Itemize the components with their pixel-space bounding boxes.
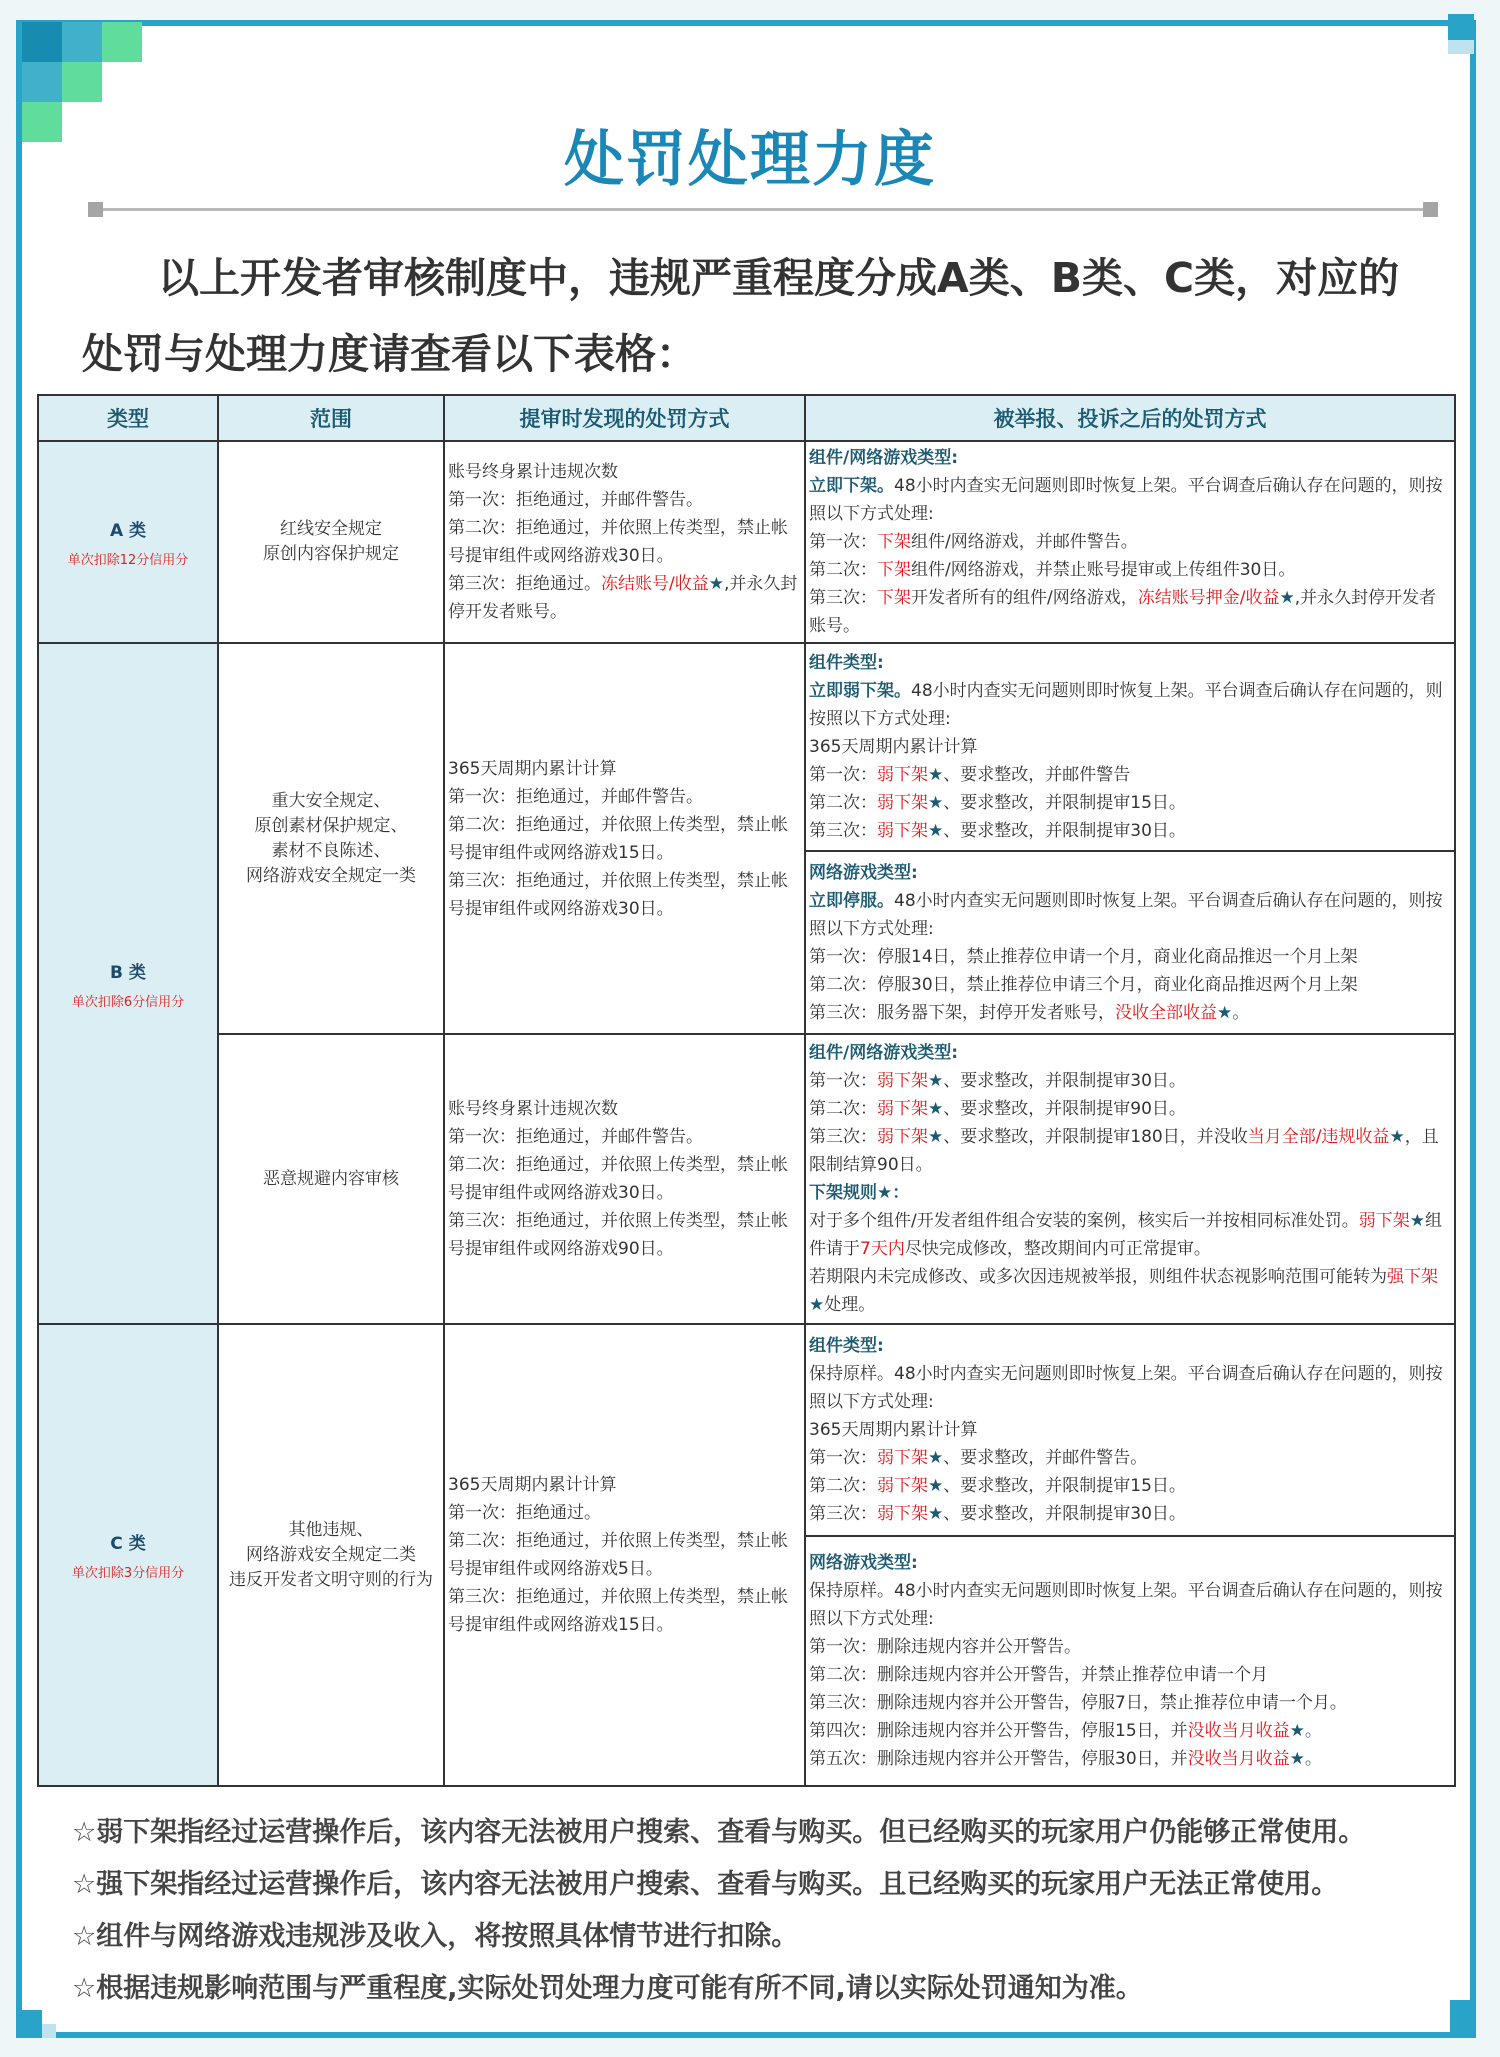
found-penalty-cell: 365天周期内累计计算 第一次：拒绝通过。 第二次：拒绝通过，并依照上传类型，禁止帐号提审组件或网络游戏5日。 第三次：拒绝通过，并依照上传类型，禁止帐号提审组件或网络游戏15日。 — [444, 1324, 805, 1786]
type-cell-c: C 类 单次扣除3分信用分 — [38, 1324, 218, 1786]
report-penalty-cell: 组件/网络游戏类型: 第一次：弱下架★、要求整改，并限制提审30日。 第二次：弱下架★、要求整改，并限制提审90日。 第三次：弱下架★、要求整改，并限制提审180日，并没收当月全部/违规收益★，且限制结算90日。 下架规则★： 对于多个组件/开发者组件组合安装的案例，核实后一并按相同标准处罚。弱下架★组件请于7天内尽快完成修改，整改期间内可正常提审。 若期限内未完成修改、或多次因违规被举报，则组件状态视影响范围可能转为强下架★处理。 — [805, 1034, 1455, 1324]
footnote: ☆强下架指经过运营操作后，该内容无法被用户搜索、查看与购买。且已经购买的玩家用户无法正常使用。 — [72, 1869, 1339, 1900]
report-penalty-cell: 网络游戏类型: 保持原样。48小时内查实无问题则即时恢复上架。平台调查后确认存在问题的，则按照以下方式处理: 第一次：删除违规内容并公开警告。 第二次：删除违规内容并公开警告，并禁止推荐位申请一个月 第三次：删除违规内容并公开警告，停服7日，禁止推荐位申请一个月。 第四次：删除违规内容并公开警告，停服15日，并没收当月收益★。 第五次：删除违规内容并公开警告，停服30日，并没收当月收益★。 — [805, 1536, 1455, 1786]
report-penalty-cell: 组件类型: 立即弱下架。48小时内查实无问题则即时恢复上架。平台调查后确认存在问题的，则按照以下方式处理: 365天周期内累计计算 第一次：弱下架★、要求整改，并邮件警告 第二次：弱下架★、要求整改，并限制提审15日。 第三次：弱下架★、要求整改，并限制提审30日。 — [805, 643, 1455, 851]
title-divider — [88, 208, 1438, 211]
report-penalty-cell: 组件类型: 保持原样。48小时内查实无问题则即时恢复上架。平台调查后确认存在问题的，则按照以下方式处理: 365天周期内累计计算 第一次：弱下架★、要求整改，并邮件警告。 第二次：弱下架★、要求整改，并限制提审15日。 第三次：弱下架★、要求整改，并限制提审30日。 — [805, 1324, 1455, 1536]
footnote: ☆根据违规影响范围与严重程度,实际处罚处理力度可能有所不同,请以实际处罚通知为准。 — [72, 1973, 1143, 2004]
table-row — [38, 1034, 1455, 1324]
scope-cell: 重大安全规定、 原创素材保护规定、 素材不良陈述、 网络游戏安全规定一类 — [218, 643, 444, 1034]
table-row — [38, 1324, 1455, 1536]
type-cell-a: A 类 单次扣除12分信用分 — [38, 441, 218, 643]
scope-cell: 恶意规避内容审核 — [218, 1034, 444, 1324]
table-header-row — [38, 395, 1455, 441]
intro-paragraph: 以上开发者审核制度中，违规严重程度分成A类、B类、C类，对应的处罚与处理力度请查看以下表格： — [82, 254, 1400, 378]
table-row — [38, 441, 1455, 643]
found-penalty-cell: 365天周期内累计计算 第一次：拒绝通过，并邮件警告。 第二次：拒绝通过，并依照上传类型，禁止帐号提审组件或网络游戏15日。 第三次：拒绝通过，并依照上传类型，禁止帐号提审组件或网络游戏30日。 — [444, 643, 805, 1034]
type-cell-b: B 类 单次扣除6分信用分 — [38, 643, 218, 1324]
page-title: 处罚处理力度 — [564, 125, 936, 195]
table-row — [38, 643, 1455, 851]
found-penalty-cell: 账号终身累计违规次数 第一次：拒绝通过，并邮件警告。 第二次：拒绝通过，并依照上传类型，禁止帐号提审组件或网络游戏30日。 第三次：拒绝通过。冻结账号/收益★,并永久封停开发者账号。 — [444, 441, 805, 643]
header-report-penalty: 被举报、投诉之后的处罚方式 — [805, 395, 1455, 441]
penalty-table — [37, 394, 1456, 1787]
header-found-penalty: 提审时发现的处罚方式 — [444, 395, 805, 441]
footnote: ☆弱下架指经过运营操作后，该内容无法被用户搜索、查看与购买。但已经购买的玩家用户仍能够正常使用。 — [72, 1817, 1366, 1848]
report-penalty-cell: 组件/网络游戏类型: 立即下架。48小时内查实无问题则即时恢复上架。平台调查后确认存在问题的，则按照以下方式处理: 第一次：下架组件/网络游戏，并邮件警告。 第二次：下架组件/网络游戏，并禁止账号提审或上传组件30日。 第三次：下架开发者所有的组件/网络游戏，冻结账号押金/收益★,并永久封停开发者账号。 — [805, 441, 1455, 643]
header-type: 类型 — [38, 395, 218, 441]
scope-cell: 其他违规、 网络游戏安全规定二类 违反开发者文明守则的行为 — [218, 1324, 444, 1786]
header-scope: 范围 — [218, 395, 444, 441]
report-penalty-cell: 网络游戏类型: 立即停服。48小时内查实无问题则即时恢复上架。平台调查后确认存在问题的，则按照以下方式处理: 第一次：停服14日，禁止推荐位申请一个月，商业化商品推迟一个月上架 第二次：停服30日，禁止推荐位申请三个月，商业化商品推迟两个月上架 第三次：服务器下架，封停开发者账号，没收全部收益★。 — [805, 851, 1455, 1034]
scope-cell: 红线安全规定 原创内容保护规定 — [218, 441, 444, 643]
footnote: ☆组件与网络游戏违规涉及收入，将按照具体情节进行扣除。 — [72, 1921, 799, 1952]
found-penalty-cell: 账号终身累计违规次数 第一次：拒绝通过，并邮件警告。 第二次：拒绝通过，并依照上传类型，禁止帐号提审组件或网络游戏30日。 第三次：拒绝通过，并依照上传类型，禁止帐号提审组件或网络游戏90日。 — [444, 1034, 805, 1324]
